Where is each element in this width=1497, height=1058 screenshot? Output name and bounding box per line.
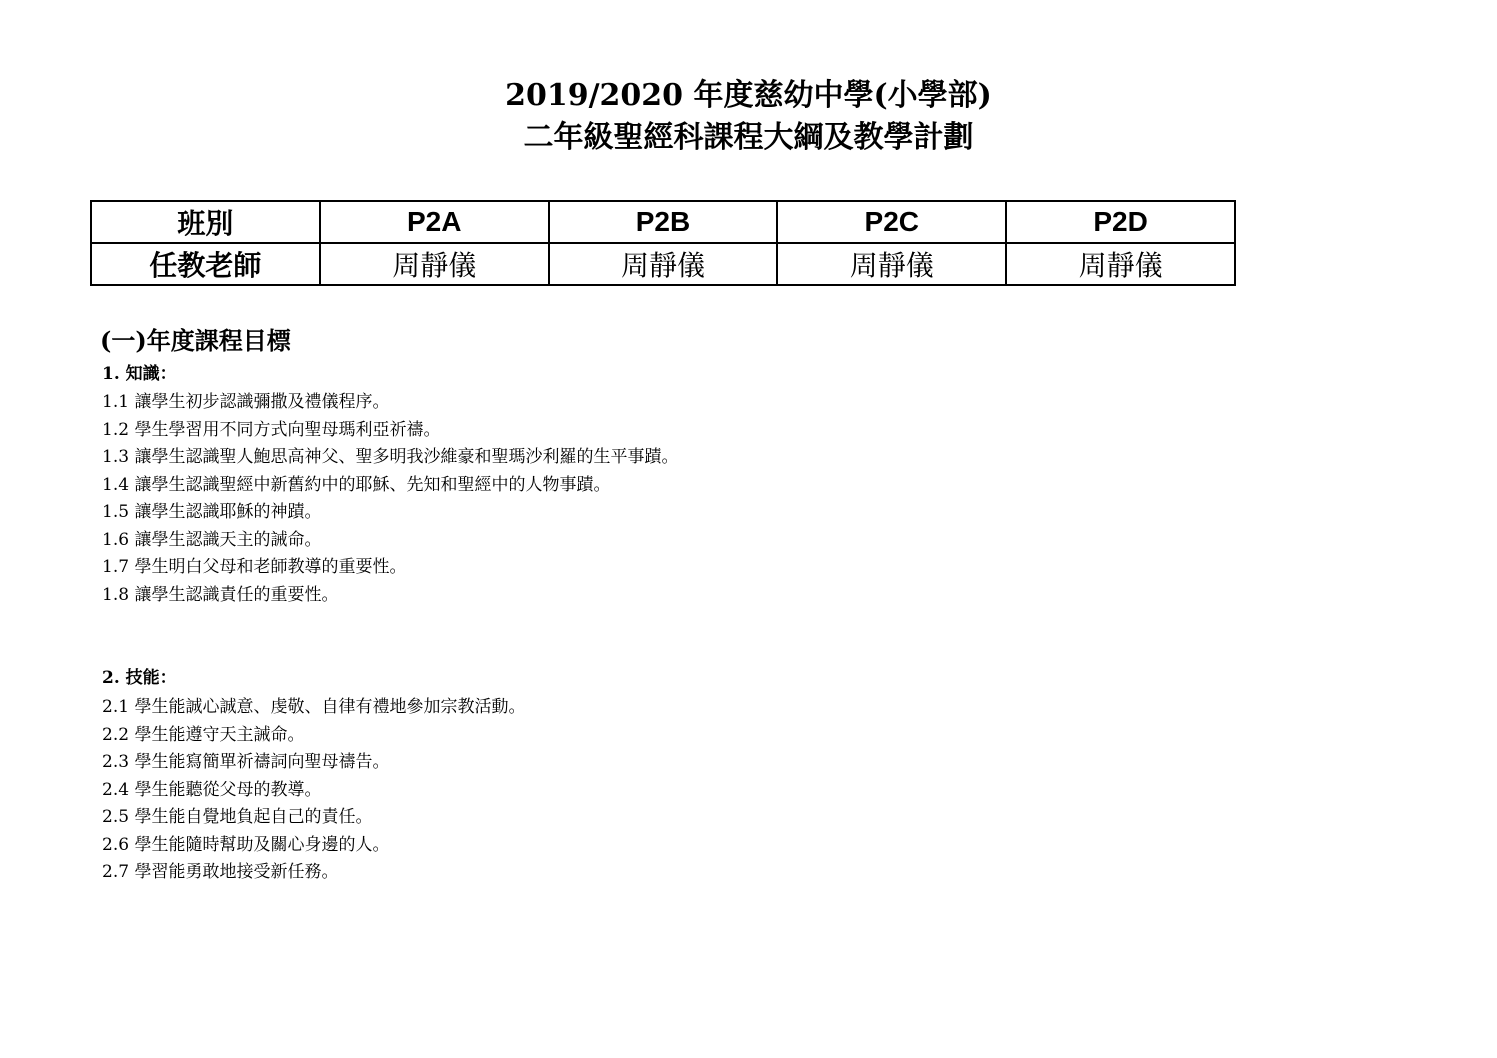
list-item: 1.4 讓學生認識聖經中新舊約中的耶穌、先知和聖經中的人物事蹟。 [102,474,611,495]
list-item: 2.6 學生能隨時幫助及關心身邊的人。 [102,834,390,855]
list-item: 1.8 讓學生認識責任的重要性。 [102,584,339,605]
class-teacher-table [90,200,1236,286]
list-item: 2.2 學生能遵守天主誡命。 [102,724,305,745]
document-title-line2: 二年級聖經科課程大綱及教學計劃 [523,120,974,155]
knowledge-heading: 1. 知識： [102,364,177,384]
class-row [91,201,1235,243]
list-item: 2.1 學生能誠心誠意、虔敬、自律有禮地參加宗教活動。 [102,697,526,717]
class-cell-p2c: P2C [777,201,1006,243]
class-row-label: 班別 [91,201,320,243]
list-item: 1.5 讓學生認識耶穌的神蹟。 [102,502,322,522]
knowledge-list [102,389,678,609]
list-item: 2.5 學生能自覺地負起自己的責任。 [102,807,373,827]
list-item: 1.6 讓學生認識天主的誡命。 [102,529,322,550]
list-item: 1.7 學生明白父母和老師教導的重要性。 [102,557,407,577]
teacher-cell-p2d: 周靜儀 [1006,243,1235,285]
list-item: 1.1 讓學生初步認識彌撒及禮儀程序。 [102,392,390,412]
skills-heading: 2. 技能： [102,668,177,688]
teacher-row-label: 任教老師 [91,243,320,285]
class-cell-p2d: P2D [1006,201,1235,243]
teacher-cell-p2a: 周靜儀 [320,243,549,285]
list-item: 2.3 學生能寫簡單祈禱詞向聖母禱告。 [102,752,390,772]
teacher-row [91,243,1235,285]
teacher-cell-p2b: 周靜儀 [549,243,778,285]
section-heading-curriculum-goals: (一)年度課程目標 [100,326,291,355]
skills-list [102,694,525,887]
list-item: 2.7 學習能勇敢地接受新任務。 [102,862,339,882]
list-item: 1.3 讓學生認識聖人鮑思高神父、聖多明我沙維豪和聖瑪沙利羅的生平事蹟。 [102,447,679,467]
document-title-line1: 2019/2020 年度慈幼中學(小學部) [505,78,992,113]
teacher-cell-p2c: 周靜儀 [777,243,1006,285]
class-cell-p2a: P2A [320,201,549,243]
list-item: 1.2 學生學習用不同方式向聖母瑪利亞祈禱。 [102,419,441,440]
list-item: 2.4 學生能聽從父母的教導。 [102,779,322,800]
class-cell-p2b: P2B [549,201,778,243]
